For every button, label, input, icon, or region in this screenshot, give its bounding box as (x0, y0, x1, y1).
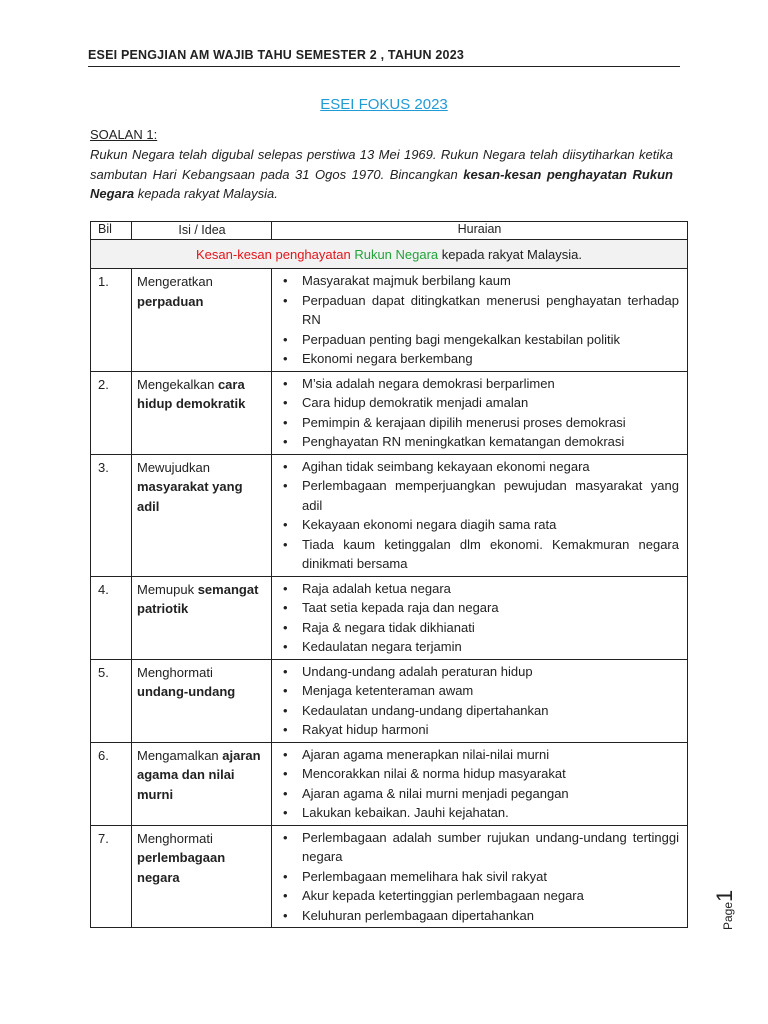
row-idea-cell (132, 825, 272, 928)
table-row (91, 576, 688, 659)
row-number-cell (91, 825, 132, 928)
explanation-list (280, 828, 679, 926)
row-number: 1. (98, 274, 109, 289)
idea-plain-text: Mengekalkan (137, 376, 215, 392)
list-item: • Tiada kaum ketinggalan dlm ekonomi. Kemakmuran negara dinikmati bersama (280, 535, 679, 574)
row-number: 7. (98, 830, 109, 846)
row-idea-cell (132, 454, 272, 576)
row-number-cell (91, 371, 132, 454)
list-item: • Kedaulatan negara terjamin (280, 637, 679, 657)
page-title: ESEI FOKUS 2023 (320, 96, 448, 113)
list-item: • Rakyat hidup harmoni (280, 720, 679, 740)
list-item: • M’sia adalah negara demokrasi berparlimen (280, 374, 679, 394)
list-item: • Ajaran agama menerapkan nilai-nilai murni (280, 745, 679, 765)
page-number-mark (712, 880, 740, 930)
table-row (91, 742, 688, 825)
list-item: • Perlembagaan memperjuangkan pewujudan masyarakat yang adil (280, 476, 679, 515)
idea-plain-text: Mengamalkan (137, 747, 219, 763)
row-explanation-cell (272, 269, 688, 372)
table-row (91, 269, 688, 372)
explanation-list (280, 579, 679, 657)
row-explanation-cell (272, 576, 688, 659)
idea-keyword: perpaduan (137, 293, 204, 309)
list-item: • Ajaran agama & nilai murni menjadi pegangan (280, 784, 679, 804)
subheading-part1: Kesan-kesan penghayatan (196, 246, 351, 262)
row-idea-cell (132, 742, 272, 825)
list-item: • Masyarakat majmuk berbilang kaum (280, 271, 679, 291)
table-row (91, 454, 688, 576)
row-number: 2. (98, 376, 109, 392)
table-header-row (91, 222, 688, 240)
idea-keyword: perlembagaan negara (137, 850, 226, 885)
question-label: SOALAN 1: (90, 127, 158, 142)
row-number: 6. (98, 747, 109, 763)
list-item: • Agihan tidak seimbang kekayaan ekonomi negara (280, 457, 679, 477)
question-text-part2: kepada rakyat Malaysia. (134, 186, 278, 201)
table-row (91, 825, 688, 928)
row-idea-cell (132, 371, 272, 454)
row-number: 4. (98, 581, 109, 597)
list-item: • Perlembagaan adalah sumber rujukan undang-undang tertinggi negara (280, 828, 679, 867)
list-item: • Penghayatan RN meningkatkan kematangan demokrasi (280, 432, 679, 452)
list-item: • Lakukan kebaikan. Jauhi kejahatan. (280, 803, 679, 823)
explanation-list (280, 271, 679, 369)
list-item: • Menjaga ketenteraman awam (280, 681, 679, 701)
idea-keyword: semangat patriotik (137, 581, 259, 616)
row-idea-cell (132, 576, 272, 659)
row-number-cell (91, 742, 132, 825)
header-huraian: Huraian (272, 222, 688, 240)
idea-plain-text: Mengeratkan (137, 274, 213, 289)
subheading-part2: Rukun Negara (354, 246, 439, 262)
header-bil: Bil (91, 222, 132, 240)
idea-plain-text: Menghormati (137, 830, 213, 846)
list-item: • Perpaduan penting bagi mengekalkan kestabilan politik (280, 330, 679, 350)
table-row (91, 371, 688, 454)
row-explanation-cell (272, 371, 688, 454)
row-number-cell (91, 454, 132, 576)
question-text-part1: Rukun Negara telah digubal selepas perstiwa 13 Mei 1969. Rukun Negara telah diisytiharkan ketika sambutan Hari Kebangsaan pada 31 Ogos 1970. Bincangkan (90, 147, 673, 182)
idea-plain-text: Mewujudkan (137, 459, 210, 475)
row-number: 5. (98, 664, 109, 680)
list-item: • Kekayaan ekonomi negara diagih sama rata (280, 515, 679, 535)
idea-keyword: cara hidup demokratik (137, 376, 246, 411)
row-explanation-cell (272, 742, 688, 825)
idea-keyword: undang-undang (137, 684, 236, 699)
row-explanation-cell (272, 659, 688, 742)
row-number: 3. (98, 459, 109, 475)
list-item: • Raja & negara tidak dikhianati (280, 618, 679, 638)
list-item: • Perlembagaan memelihara hak sivil rakyat (280, 867, 679, 887)
table-subheading-row (91, 240, 688, 269)
table-row (91, 659, 688, 742)
list-item: • Undang-undang adalah peraturan hidup (280, 662, 679, 682)
row-number-cell (91, 576, 132, 659)
list-item: • Mencorakkan nilai & norma hidup masyarakat (280, 764, 679, 784)
question-text-bold: kesan-kesan penghayatan Rukun Negara (90, 166, 673, 201)
row-explanation-cell (272, 825, 688, 928)
question-text (90, 145, 673, 204)
list-item: • Akur kepada ketertinggian perlembagaan negara (280, 886, 679, 906)
idea-keyword: ajaran agama dan nilai murni (137, 747, 261, 802)
list-item: • Perpaduan dapat ditingkatkan menerusi penghayatan terhadap RN (280, 291, 679, 330)
page-label: Page (721, 901, 735, 930)
list-item: • Keluhuran perlembagaan dipertahankan (280, 906, 679, 926)
list-item: • Ekonomi negara berkembang (280, 349, 679, 369)
idea-plain-text: Memupuk (137, 581, 195, 597)
page-number: 1 (712, 889, 737, 902)
table-body (91, 269, 688, 928)
row-explanation-cell (272, 454, 688, 576)
subheading-part3: kepada rakyat Malaysia. (441, 246, 582, 262)
row-number-cell (91, 659, 132, 742)
list-item: • Kedaulatan undang-undang dipertahankan (280, 701, 679, 721)
explanation-list (280, 374, 679, 452)
list-item: • Pemimpin & kerajaan dipilih menerusi proses demokrasi (280, 413, 679, 433)
list-item: • Taat setia kepada raja dan negara (280, 598, 679, 618)
explanation-list (280, 457, 679, 574)
row-idea-cell (132, 269, 272, 372)
idea-plain-text: Menghormati (137, 664, 213, 680)
header-idea: Isi / Idea (132, 222, 272, 240)
document-header: ESEI PENGJIAN AM WAJIB TAHU SEMESTER 2 , TAHUN 2023 (88, 48, 680, 67)
row-number-cell (91, 269, 132, 372)
idea-keyword: masyarakat yang adil (137, 479, 243, 514)
row-idea-cell (132, 659, 272, 742)
explanation-list (280, 662, 679, 740)
list-item: • Cara hidup demokratik menjadi amalan (280, 393, 679, 413)
table-subheading (91, 240, 688, 269)
essay-table (90, 221, 688, 928)
list-item: • Raja adalah ketua negara (280, 579, 679, 599)
explanation-list (280, 745, 679, 823)
